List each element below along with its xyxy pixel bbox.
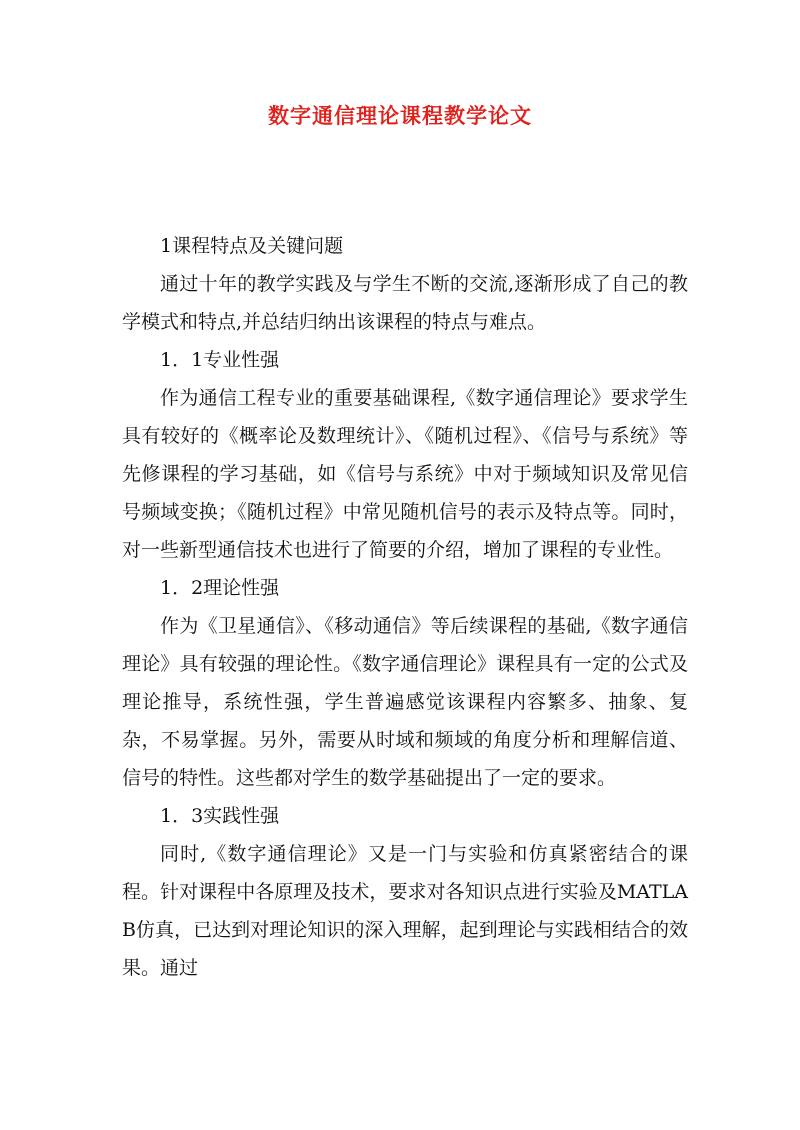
paragraph-1: 通过十年的教学实践及与学生不断的交流,逐渐形成了自己的教学模式和特点,并总结归纳出该课程的特点与难点。 <box>122 273 688 333</box>
paragraph-4: 同时,《数字通信理论》又是一门与实验和仿真紧密结合的课程。针对课程中各原理及技术，要求对各知识点进行实验及MATLAB仿真，已达到对理论知识的深入理解，起到理论与实践相结合的效果。通过 <box>122 843 688 979</box>
paragraph-2: 作为通信工程专业的重要基础课程,《数字通信理论》要求学生具有较好的《概率论及数理统计》、《随机过程》、《信号与系统》等先修课程的学习基础，如《信号与系统》中对于频域知识及常见信号频域变换；《随机过程》中常见随机信号的表示及特点等。同时，对一些新型通信技术也进行了简要的介绍，增加了课程的专业性。 <box>122 387 688 561</box>
section-heading-1-3: 1．3实践性强 <box>160 805 280 827</box>
document-title: 数字通信理论课程教学论文 <box>268 103 532 128</box>
document-body <box>122 227 688 987</box>
section-heading-1-1: 1．1专业性强 <box>160 349 280 371</box>
section-heading-1: 1课程特点及关键问题 <box>160 235 344 257</box>
paragraph-3: 作为《卫星通信》、《移动通信》等后续课程的基础,《数字通信理论》具有较强的理论性。《数字通信理论》课程具有一定的公式及理论推导，系统性强，学生普遍感觉该课程内容繁多、抽象、复杂，不易掌握。另外，需要从时域和频域的角度分析和理解信道、信号的特性。这些都对学生的数学基础提出了一定的要求。 <box>122 615 688 789</box>
section-heading-1-2: 1．2理论性强 <box>160 577 280 599</box>
